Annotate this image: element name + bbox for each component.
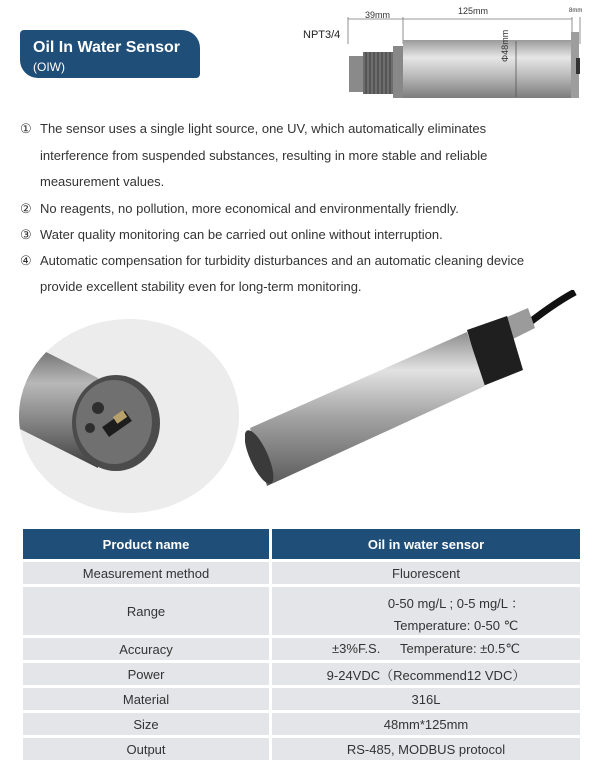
feature-number: ③	[20, 226, 32, 242]
header-label: Product name	[23, 529, 269, 559]
accuracy-temperature: Temperature: ±0.5℃	[399, 641, 520, 656]
table-row	[23, 688, 580, 710]
table-row	[23, 562, 580, 584]
feature-text: No reagents, no pollution, more economical and environmentally friendly.	[40, 200, 459, 216]
range-value: 0-50 mg/L ; 0-5 mg/L ：	[387, 596, 525, 611]
sensor-detail-photo	[18, 318, 240, 514]
product-code: (OIW)	[33, 60, 65, 74]
table-row	[23, 738, 580, 760]
sensor-drawing	[340, 14, 585, 100]
feature-number: ④	[20, 252, 32, 268]
row-label: Range	[23, 587, 269, 635]
row-label: Power	[23, 663, 269, 685]
row-value: 316L	[272, 688, 580, 710]
header-value: Oil in water sensor	[272, 529, 580, 559]
row-value: 48mm*125mm	[272, 713, 580, 735]
row-value	[272, 638, 580, 660]
dim-head-label: 39mm	[365, 10, 391, 20]
row-label: Accuracy	[23, 638, 269, 660]
row-label: Measurement method	[23, 562, 269, 584]
row-value: 9-24VDC（Recommend12 VDC）	[272, 663, 580, 685]
feature-text: The sensor uses a single light source, one UV, which automatically eliminates interference from suspended substances, resulting in more stable and reliable measurement values.	[40, 121, 488, 189]
row-value	[272, 587, 580, 635]
thread-label: NPT3/4	[303, 29, 341, 41]
dim-diameter-label: Φ48mm	[500, 29, 510, 62]
product-title: Oil In Water Sensor	[33, 39, 180, 56]
table-row	[23, 587, 580, 635]
row-label: Output	[23, 738, 269, 760]
feature-list	[20, 116, 580, 300]
feature-number: ①	[20, 121, 32, 136]
row-label: Material	[23, 688, 269, 710]
sensor-product-photo	[245, 290, 585, 500]
range-temperature: Temperature: 0-50 ℃	[393, 618, 519, 633]
table-header-row	[23, 529, 580, 559]
feature-item	[20, 116, 580, 196]
feature-item	[20, 196, 580, 222]
dim-body-label: 125mm	[458, 6, 489, 16]
row-value: RS-485, MODBUS protocol	[272, 738, 580, 760]
title-badge	[20, 30, 200, 78]
dim-end-label: 8mm	[569, 8, 583, 14]
table-row	[23, 713, 580, 735]
spec-table	[20, 526, 583, 763]
accuracy-value: ±3%F.S.	[332, 641, 381, 656]
feature-number: ②	[20, 200, 32, 216]
table-row	[23, 663, 580, 685]
feature-text: Automatic compensation for turbidity disturbances and an automatic cleaning device provide excellent stability even for long-term monitoring.	[40, 252, 525, 294]
feature-item	[20, 222, 580, 248]
row-label: Size	[23, 713, 269, 735]
table-row	[23, 638, 580, 660]
row-value: Fluorescent	[272, 562, 580, 584]
feature-text: Water quality monitoring can be carried out online without interruption.	[40, 226, 443, 242]
